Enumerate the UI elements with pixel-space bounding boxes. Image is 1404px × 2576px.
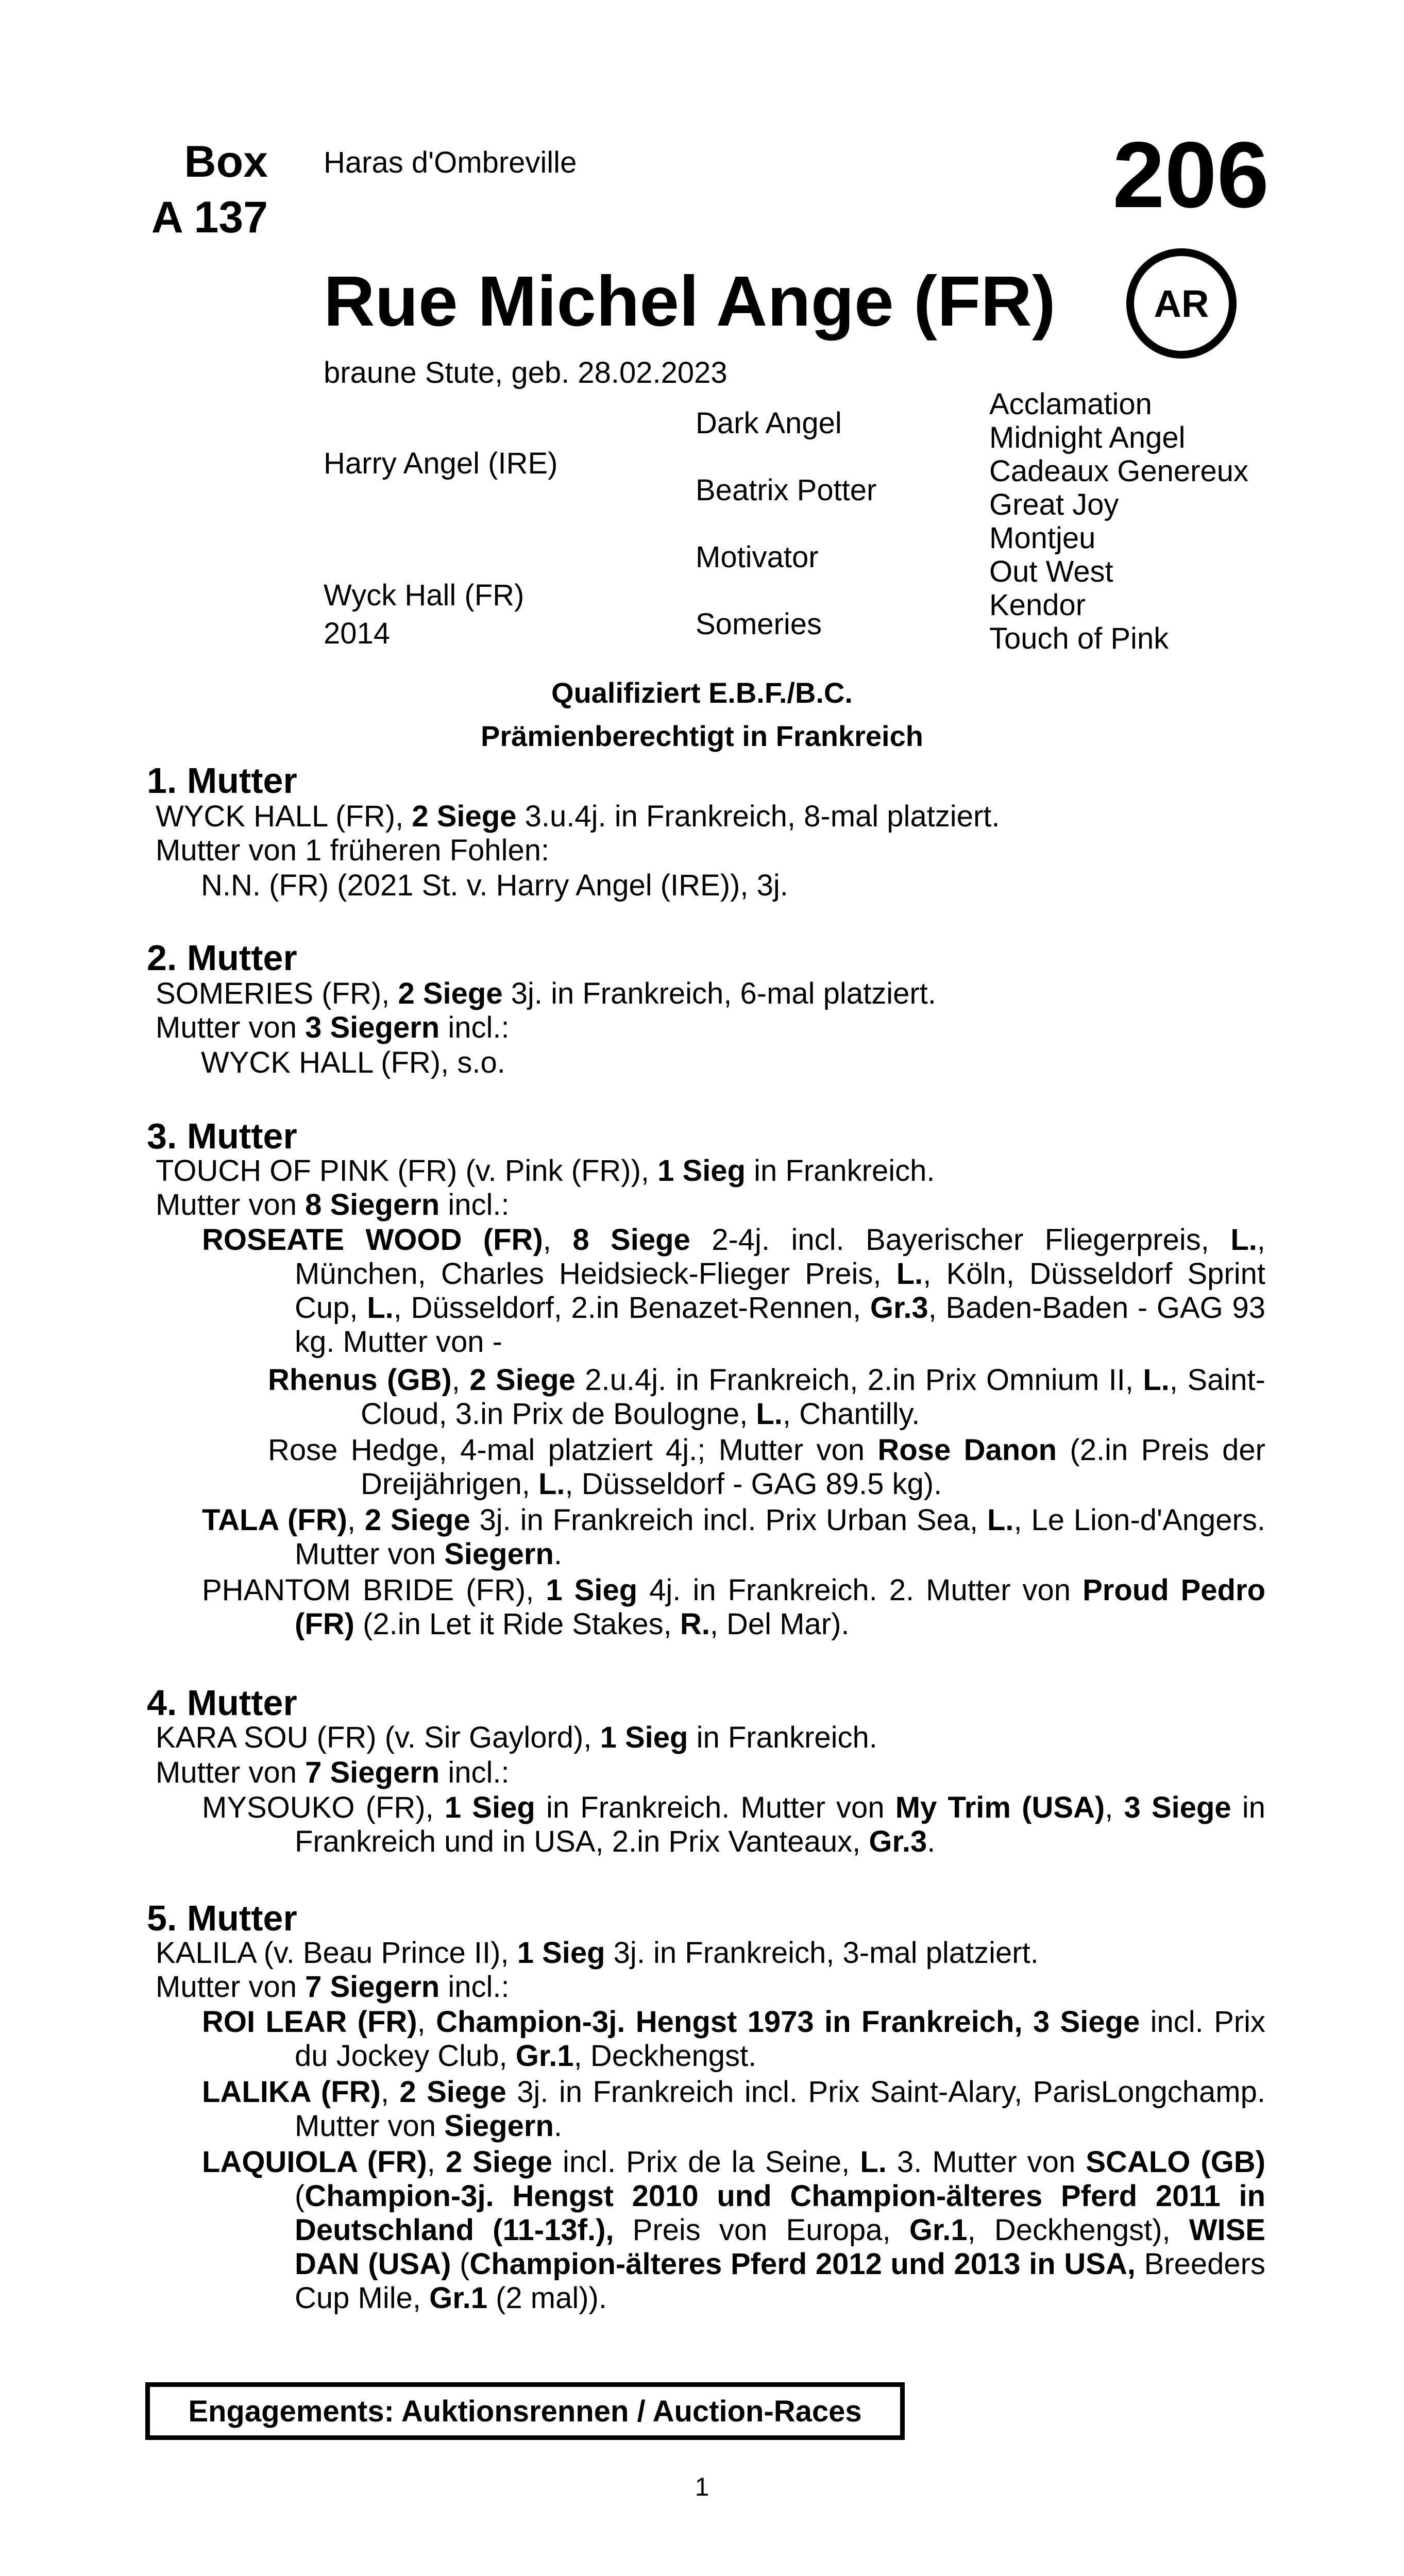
- dam-3-line-2: Mutter von 8 Siegern incl.:: [156, 1188, 510, 1222]
- pedigree-sire-sire: Dark Angel: [696, 406, 842, 440]
- ar-badge: AR: [1126, 248, 1237, 359]
- dam-3-entry-rose-hedge: Rose Hedge, 4-mal platziert 4j.; Mutter von Rose Danon (2.in Preis der Dreijährigen, L., Düsseldorf - GAG 89.5 kg).: [268, 1433, 1265, 1501]
- pedigree-dam-dam: Someries: [696, 607, 822, 641]
- dam-3-entry-phantom-bride: PHANTOM BRIDE (FR), 1 Sieg 4j. in Frankreich. 2. Mutter von Proud Pedro (FR) (2.in Let it Ride Stakes, R., Del Mar).: [202, 1573, 1266, 1641]
- dam-4-line-1: KARA SOU (FR) (v. Sir Gaylord), 1 Sieg in Frankreich.: [156, 1721, 877, 1754]
- horse-description: braune Stute, geb. 28.02.2023: [324, 356, 728, 389]
- dam-3-line-1: TOUCH OF PINK (FR) (v. Pink (FR)), 1 Sieg in Frankreich.: [156, 1154, 935, 1188]
- pedigree-ggp-2: Midnight Angel: [989, 421, 1186, 454]
- lot-number: 206: [1112, 122, 1269, 227]
- pedigree-ggp-3: Cadeaux Genereux: [989, 454, 1248, 488]
- dam-5-entry-lalika: LALIKA (FR), 2 Siege 3j. in Frankreich incl. Prix Saint-Alary, ParisLongchamp. Mutter von Siegern.: [202, 2075, 1265, 2143]
- pedigree-sire-dam: Beatrix Potter: [696, 473, 877, 507]
- dam-5-entry-roi-lear: ROI LEAR (FR), Champion-3j. Hengst 1973 in Frankreich, 3 Siege incl. Prix du Jockey Club, Gr.1, Deckhengst.: [202, 2005, 1265, 2073]
- dam-2-heading: 2. Mutter: [147, 938, 297, 978]
- consignor: Haras d'Ombreville: [324, 146, 577, 179]
- dam-1-line-1: WYCK HALL (FR), 2 Siege 3.u.4j. in Frankreich, 8-mal platziert.: [156, 800, 1000, 833]
- pedigree-ggp-7: Kendor: [989, 588, 1086, 622]
- dam-5-line-1: KALILA (v. Beau Prince II), 1 Sieg 3j. in Frankreich, 3-mal platziert.: [156, 1936, 1039, 1970]
- pedigree-dam-sire: Motivator: [696, 540, 819, 574]
- dam-5-line-2: Mutter von 7 Siegern incl.:: [156, 1970, 510, 2004]
- dam-5-entry-laquiola: LAQUIOLA (FR), 2 Siege incl. Prix de la Seine, L. 3. Mutter von SCALO (GB) (Champion-3j. Hengst 2010 und Champion-älteres Pferd 2011 in Deutschland (11-13f.), Preis von Europa, Gr.1, Deckhengst), WISE DAN (USA) (Champion-älteres Pferd 2012 und 2013 in USA, Breeders Cup Mile, Gr.1 (2 mal)).: [202, 2145, 1266, 2315]
- dam-5-heading: 5. Mutter: [147, 1898, 297, 1938]
- dam-1-line-2: Mutter von 1 früheren Fohlen:: [156, 834, 550, 867]
- dam-3-entry-tala: TALA (FR), 2 Siege 3j. in Frankreich incl. Prix Urban Sea, L., Le Lion-d'Angers. Mutter von Siegern.: [202, 1503, 1265, 1571]
- qualification-premium: Prämienberechtigt in Frankreich: [481, 720, 923, 752]
- dam-3-entry-rhenus: Rhenus (GB), 2 Siege 2.u.4j. in Frankreich, 2.in Prix Omnium II, L., Saint-Cloud, 3.in Prix de Boulogne, L., Chantilly.: [268, 1363, 1265, 1431]
- pedigree-ggp-6: Out West: [989, 555, 1113, 588]
- dam-2-line-2: Mutter von 3 Siegern incl.:: [156, 1011, 510, 1044]
- dam-3-heading: 3. Mutter: [147, 1116, 297, 1156]
- dam-4-entry-mysouko: MYSOUKO (FR), 1 Sieg in Frankreich. Mutter von My Trim (USA), 3 Siege in Frankreich und in USA, 2.in Prix Vanteaux, Gr.3.: [202, 1791, 1265, 1858]
- horse-name: Rue Michel Ange (FR): [324, 262, 1056, 341]
- box-number: A 137: [151, 193, 268, 242]
- box-label: Box: [184, 137, 268, 187]
- dam-1-line-3: N.N. (FR) (2021 St. v. Harry Angel (IRE)), 3j.: [201, 869, 788, 902]
- dam-2-line-3: WYCK HALL (FR), s.o.: [201, 1046, 505, 1079]
- dam-4-line-2: Mutter von 7 Siegern incl.:: [156, 1756, 510, 1789]
- qualification-ebf: Qualifiziert E.B.F./B.C.: [551, 676, 853, 709]
- dam-1-heading: 1. Mutter: [147, 760, 297, 801]
- pedigree-ggp-8: Touch of Pink: [989, 622, 1169, 655]
- page-number: 1: [695, 2472, 709, 2501]
- engagements-box: Engagements: Auktionsrennen / Auction-Races: [145, 2382, 905, 2440]
- pedigree-dam: Wyck Hall (FR): [324, 579, 525, 612]
- dam-4-heading: 4. Mutter: [147, 1683, 297, 1723]
- pedigree-ggp-5: Montjeu: [989, 521, 1096, 555]
- dam-2-line-1: SOMERIES (FR), 2 Siege 3j. in Frankreich, 6-mal platziert.: [156, 977, 936, 1010]
- pedigree-ggp-1: Acclamation: [989, 387, 1152, 421]
- pedigree-sire: Harry Angel (IRE): [324, 447, 558, 480]
- pedigree-dam-year: 2014: [324, 617, 391, 650]
- pedigree-ggp-4: Great Joy: [989, 488, 1119, 521]
- dam-3-entry-roseate-wood: ROSEATE WOOD (FR), 8 Siege 2-4j. incl. Bayerischer Fliegerpreis, L., München, Charles Heidsieck-Flieger Preis, L., Köln, Düsseldorf Sprint Cup, L., Düsseldorf, 2.in Benazet-Rennen, Gr.3, Baden-Baden - GAG 93 kg. Mutter von -: [202, 1223, 1265, 1359]
